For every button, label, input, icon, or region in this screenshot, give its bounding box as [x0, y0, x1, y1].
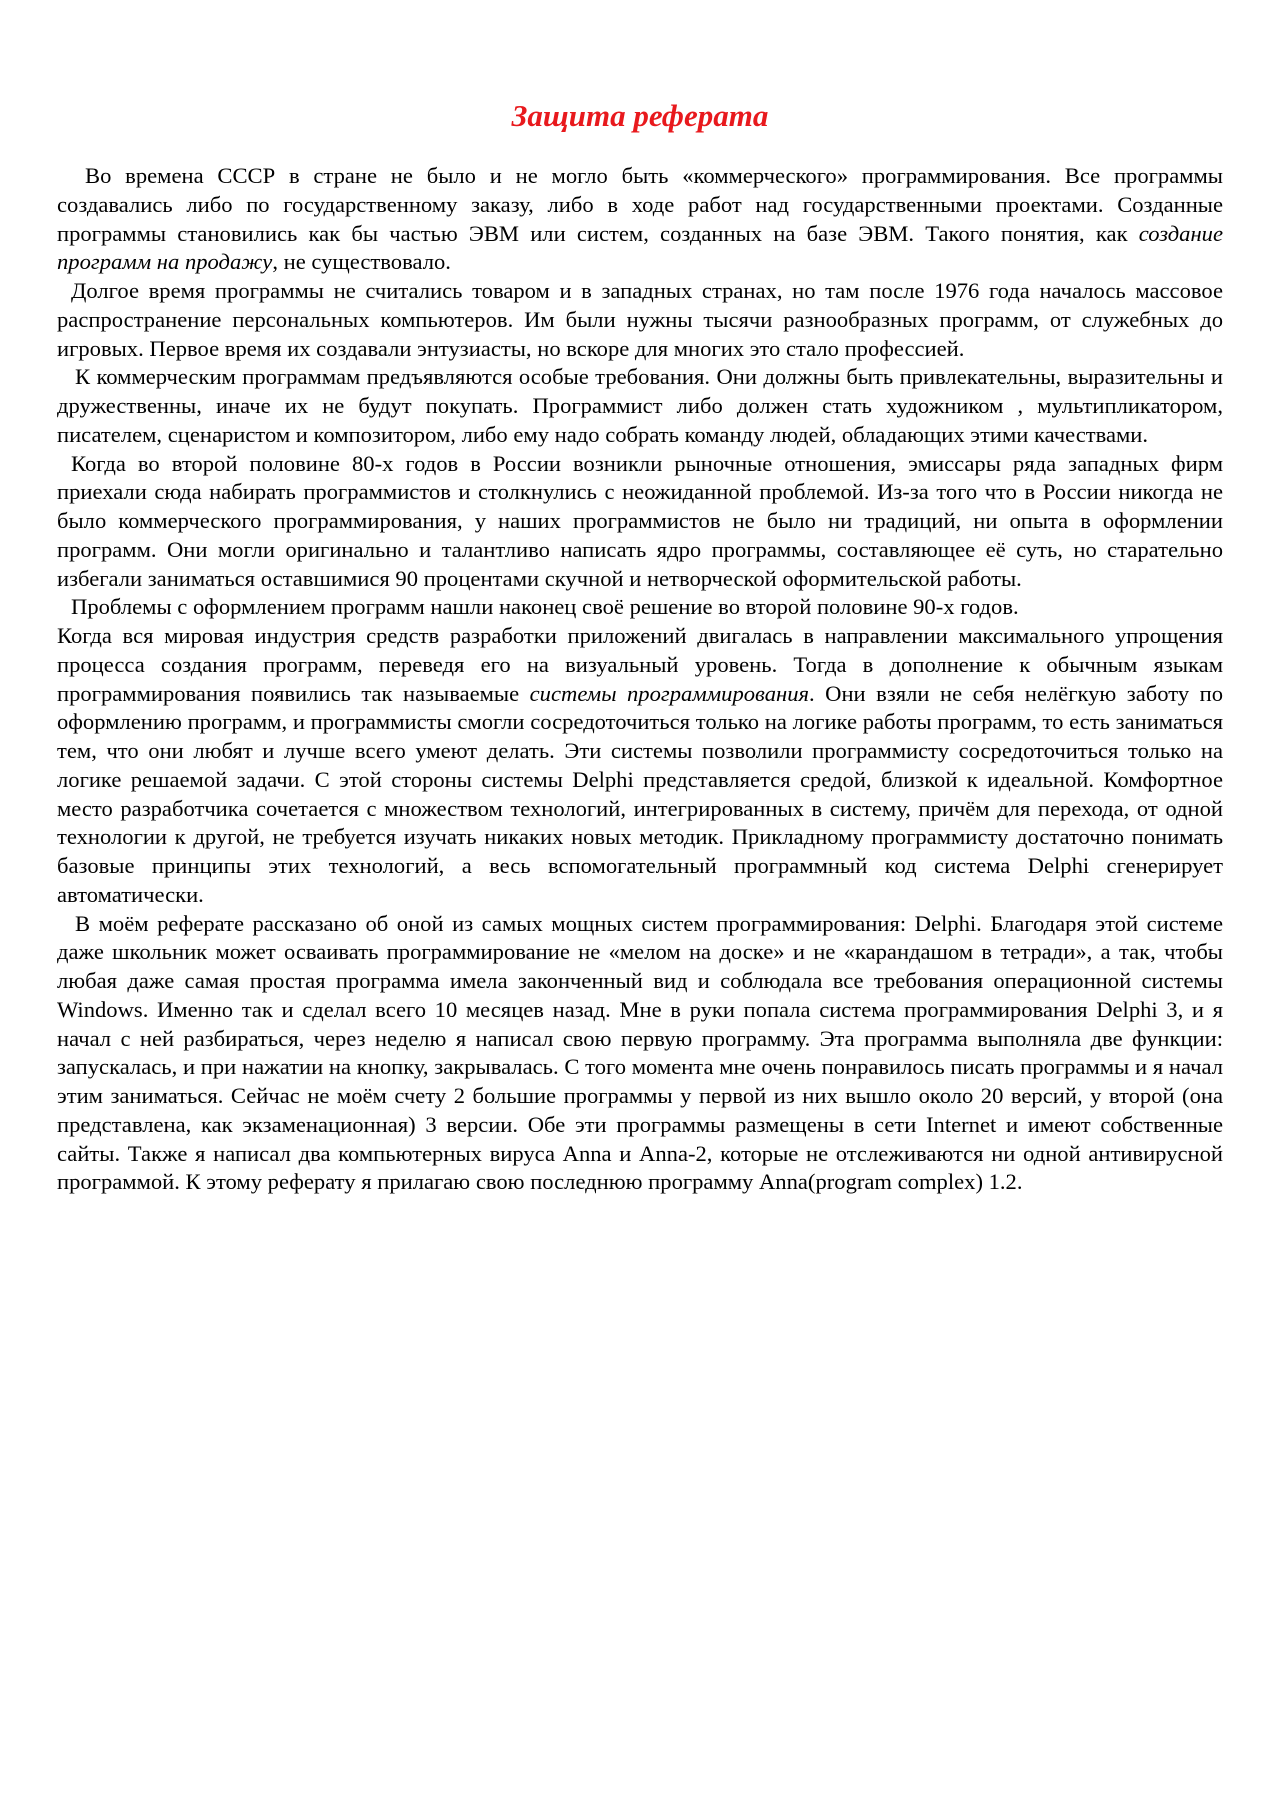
- paragraph-1: [57, 162, 1223, 277]
- paragraph-1-text-start: Во времена СССР в стране не было и не могло быть «коммерческого» программирования. Все программы создавались либо по государственному заказу, либо в ходе работ над государственными проектами. Созданные программы становились как бы частью ЭВМ или систем, созданных на базе ЭВМ. Такого понятия, как: [57, 163, 1223, 246]
- paragraph-2: [57, 277, 1223, 363]
- paragraph-5-line-1: Проблемы с оформлением программ нашли наконец своё решение во второй половине 90-х годов.: [71, 594, 1019, 620]
- paragraph-5-first-line: [57, 593, 1223, 622]
- paragraph-5-text-start: Когда вся мировая индустрия средств разработки приложений двигалась в направлении максимального упрощения процесса создания программ, переведя его на визуальный уровень. Тогда в дополнение к обычным языкам программирования появились так называемые: [57, 623, 1223, 706]
- paragraph-2-text: Долгое время программы не считались товаром и в западных странах, но там после 1976 года началось массовое распространение персональных компьютеров. Им были нужны тысячи разнообразных программ, от служебных до игровых. Первое время их создавали энтузиасты, но вскоре для многих это стало профессией.: [57, 278, 1223, 361]
- paragraph-3: [57, 363, 1223, 449]
- paragraph-4-text: Когда во второй половине 80-х годов в России возникли рыночные отношения, эмиссары ряда западных фирм приехали сюда набирать программистов и столкнулись с неожиданной проблемой. Из-за того что в России никогда не было коммерческого программирования, у наших программистов не было ни традиций, ни опыта в оформлении программ. Они могли оригинально и талантливо написать ядро программы, составляющее её суть, но старательно избегали заниматься оставшимися 90 процентами скучной и нетворческой оформительской работы.: [57, 450, 1223, 591]
- paragraph-1-emphasis: создание программ на продажу: [57, 220, 1223, 275]
- paragraph-4: [57, 450, 1223, 594]
- document-title: Защита реферата: [511, 98, 769, 133]
- paragraph-6-text: В моём реферате рассказано об оной из самых мощных систем программирования: Delphi. Благодаря этой системе даже школьник может осваивать программирование не «мелом на доске» и не «карандашом в тетради», а так, чтобы любая даже самая простая программа имела законченный вид и соблюдала все требования операционной системы Windows. Именно так и сделал всего 10 месяцев назад. Мне в руки попала система программирования Delphi 3, и я начал с ней разбираться, через неделю я написал свою первую программу. Эта программа выполняла две функции: запускалась, и при нажатии на кнопку, закрывалась. С того момента мне очень понравилось писать программы и я начал этим заниматься. Сейчас не моём счету 2 большие программы у первой из них вышло около 20 версий, у второй (она представлена, как экзаменационная) 3 версии. Обе эти программы размещены в сети Internet и имеют собственные сайты. Также я написал два компьютерных вируса Anna и Anna-2, которые не отслеживаются ни одной антивирусной программой. К этому реферату я прилагаю свою последнюю программу Anna(program complex) 1.2.: [57, 910, 1223, 1195]
- paragraph-5: [57, 622, 1223, 910]
- paragraph-5-text-end: . Они взяли не себя нелёгкую заботу по оформлению программ, и программисты смогли сосредоточиться только на логике работы программ, то есть заниматься тем, что они любят и лучше всего умеют делать. Эти системы позволили программисту сосредоточиться только на логике решаемой задачи. С этой стороны системы Delphi представляется средой, близкой к идеальной. Комфортное место разработчика сочетается с множеством технологий, интегрированных в систему, причём для перехода, от одной технологии к другой, не требуется изучать никаких новых методик. Прикладному программисту достаточно понимать базовые принципы этих технологий, а весь вспомогательный программный код система Delphi сгенерирует автоматически.: [57, 680, 1223, 907]
- document-body: [57, 162, 1223, 1197]
- paragraph-3-text: К коммерческим программам предъявляются особые требования. Они должны быть привлекательны, выразительны и дружественны, иначе их не будут покупать. Программист либо должен стать художником , мультипликатором, писателем, сценаристом и композитором, либо ему надо собрать команду людей, обладающих этими качествами.: [57, 364, 1223, 447]
- paragraph-6: [57, 910, 1223, 1198]
- paragraph-5-emphasis: системы программирования: [529, 680, 809, 706]
- paragraph-1-text-end: , не существовало.: [272, 249, 451, 275]
